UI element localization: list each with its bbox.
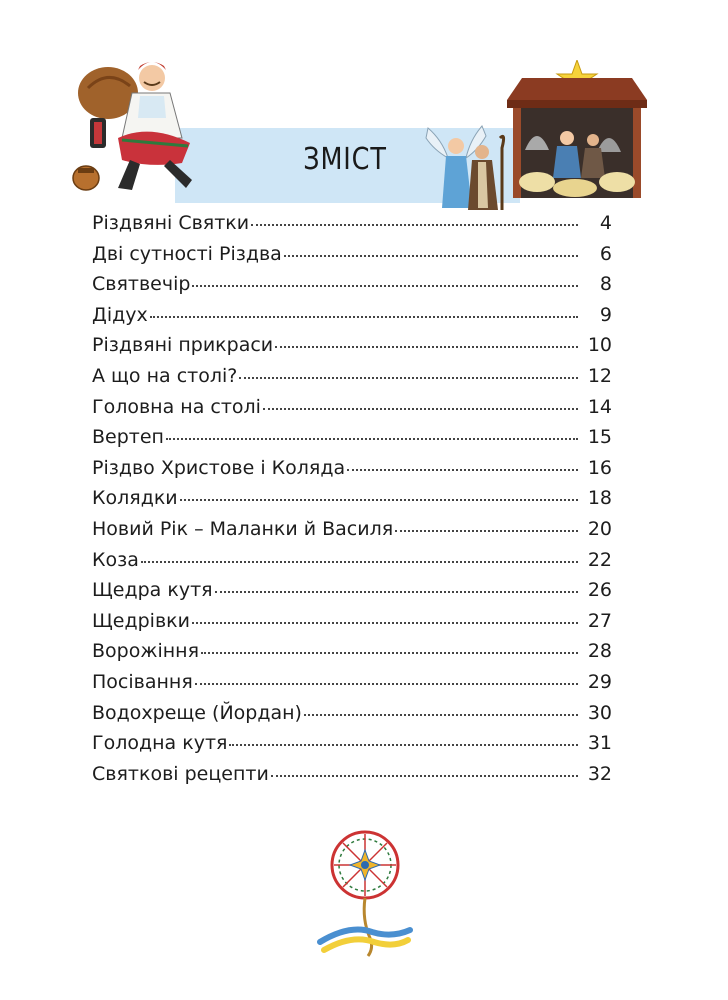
toc-page-number: 9: [599, 303, 612, 326]
toc-row: [92, 392, 612, 423]
toc-page-number: 16: [587, 456, 612, 479]
toc-row: [92, 545, 612, 576]
toc-label: Щедра кутя: [92, 579, 213, 602]
toc-row: [92, 606, 612, 637]
toc-label: Дві сутності Різдва: [92, 242, 282, 265]
toc-label: Щедрівки: [92, 609, 190, 632]
toc-page-number: 30: [587, 701, 612, 724]
toc-leader-dots: [150, 315, 578, 318]
toc-leader-dots: [141, 560, 578, 563]
toc-leader-dots: [395, 529, 578, 532]
toc-row: [92, 453, 612, 484]
toc-label: Новий Рік – Маланки й Василя: [92, 517, 394, 540]
toc-label: Посівання: [92, 670, 193, 693]
toc-leader-dots: [284, 254, 578, 257]
cossack-carolers-illustration: [70, 48, 215, 198]
toc-row: [92, 330, 612, 361]
toc-page-number: 28: [587, 640, 612, 663]
toc-page-number: 6: [599, 242, 612, 265]
toc-label: Різдвяні прикраси: [92, 334, 274, 357]
toc-leader-dots: [195, 682, 578, 685]
toc-page-number: 8: [599, 273, 612, 296]
page-title: ЗМІСТ: [303, 142, 387, 177]
toc-page-number: 29: [587, 670, 612, 693]
toc-leader-dots: [347, 468, 578, 471]
toc-row: [92, 698, 612, 729]
toc-leader-dots: [251, 223, 578, 226]
toc-label: Різдво Христове і Коляда: [92, 456, 346, 479]
toc-page-number: 31: [587, 732, 612, 755]
toc-row: [92, 514, 612, 545]
toc-row: [92, 300, 612, 331]
toc-page-number: 4: [599, 212, 612, 234]
toc-page-number: 12: [587, 364, 612, 387]
toc-row: [92, 575, 612, 606]
toc-label: Вертеп: [92, 426, 164, 449]
toc-row: [92, 728, 612, 759]
toc-label: Різдвяні Святки: [92, 212, 250, 234]
toc-label: Ворожіння: [92, 640, 200, 663]
table-of-contents: [92, 208, 612, 789]
toc-page-number: 20: [587, 517, 612, 540]
toc-leader-dots: [271, 774, 578, 777]
toc-label: Голодна кутя: [92, 732, 228, 755]
toc-page-number: 26: [587, 579, 612, 602]
toc-row: [92, 269, 612, 300]
toc-page-number: 22: [587, 548, 612, 571]
toc-page-number: 18: [587, 487, 612, 510]
toc-page-number: 32: [587, 762, 612, 785]
nativity-stable-illustration: [497, 60, 657, 200]
toc-label: Коза: [92, 548, 139, 571]
toc-leader-dots: [215, 590, 578, 593]
toc-label: Святкові рецепти: [92, 762, 269, 785]
toc-page-number: 27: [587, 609, 612, 632]
toc-leader-dots: [275, 345, 578, 348]
toc-row: [92, 361, 612, 392]
toc-label: Водохреще (Йордан): [92, 701, 302, 724]
toc-leader-dots: [192, 284, 578, 287]
toc-row: [92, 483, 612, 514]
didukh-star-ornament-illustration: [310, 820, 420, 960]
toc-row: [92, 667, 612, 698]
toc-row: [92, 208, 612, 239]
toc-page-number: 14: [587, 395, 612, 418]
toc-row: [92, 759, 612, 790]
toc-label: Дідух: [92, 303, 148, 326]
toc-row: [92, 422, 612, 453]
toc-leader-dots: [192, 621, 578, 624]
toc-leader-dots: [229, 743, 578, 746]
toc-leader-dots: [201, 651, 578, 654]
toc-label: Святвечір: [92, 273, 191, 296]
toc-leader-dots: [180, 498, 578, 501]
toc-row: [92, 636, 612, 667]
toc-page-number: 15: [587, 426, 612, 449]
toc-leader-dots: [166, 437, 578, 440]
toc-row: [92, 239, 612, 270]
toc-label: Головна на столі: [92, 395, 261, 418]
toc-leader-dots: [239, 376, 578, 379]
toc-label: А що на столі?: [92, 364, 238, 387]
toc-leader-dots: [304, 713, 578, 716]
toc-label: Колядки: [92, 487, 178, 510]
toc-page-number: 10: [587, 334, 612, 357]
toc-leader-dots: [263, 407, 578, 410]
